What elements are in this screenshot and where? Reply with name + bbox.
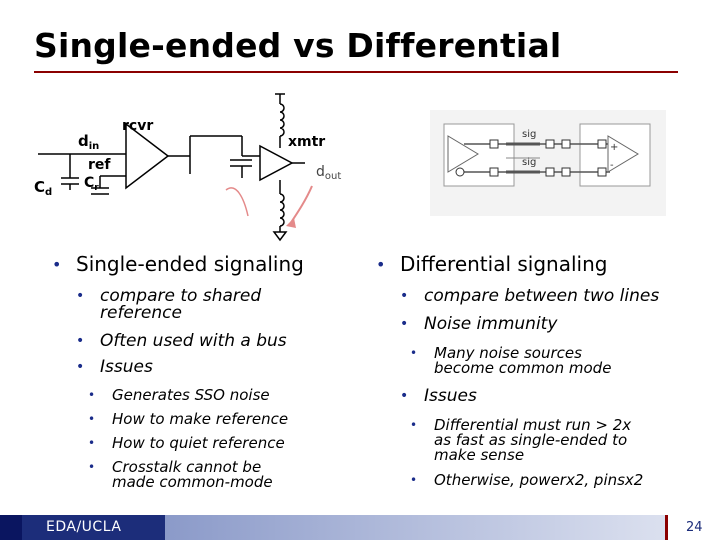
left-item-2: • Often used with a bus (76, 331, 287, 351)
cd-label: $C_d$ (34, 178, 53, 198)
bullet-icon: • (400, 388, 409, 404)
bullet-icon: • (52, 255, 62, 274)
bullet-icon: • (410, 346, 418, 360)
bullet-icon: • (76, 288, 85, 304)
page-number: 24 (686, 520, 703, 535)
noise-current-curve (226, 188, 248, 216)
left-issue-4: • Crosstalk cannot be made common-mode (88, 458, 273, 491)
left-issue-2: • How to make reference (88, 410, 289, 428)
ground-inductor (280, 194, 284, 226)
left-item-1: • compare to shared reference (76, 286, 262, 323)
bullet-icon: • (88, 436, 96, 450)
din-label: $d_{in}$ (78, 132, 100, 152)
right-item-1: • compare between two lines (400, 286, 660, 306)
right-heading: • Differential signaling (376, 252, 608, 276)
right-issue-1: • Differential must run > 2x as fast as single-ended to make sense (410, 416, 632, 464)
minus-label: - (610, 160, 614, 171)
noise-current-arrow (290, 186, 312, 224)
plus-label: + (610, 142, 619, 153)
left-item-3: • Issues (76, 357, 153, 377)
footer-accent (0, 515, 22, 540)
sig-top-label: sig (522, 129, 537, 140)
right-issues-heading: • Issues (400, 386, 477, 406)
single-ended-circuit-diagram (30, 90, 360, 250)
bullet-icon: • (400, 316, 409, 332)
slide-title: Single-ended vs Differential (34, 26, 562, 65)
bullet-icon: • (400, 288, 409, 304)
bullet-icon: • (410, 473, 418, 487)
left-heading: • Single-ended signaling (52, 252, 304, 276)
left-column (52, 252, 362, 490)
bullet-icon: • (76, 333, 85, 349)
ground-symbol (274, 232, 286, 240)
left-issue-1: • Generates SSO noise (88, 386, 270, 404)
bullet-icon: • (76, 359, 85, 375)
title-divider (34, 71, 678, 73)
differential-circuit-diagram (430, 110, 666, 216)
transmitter-amplifier (260, 146, 292, 180)
sig-bottom-label: sig (522, 157, 537, 168)
right-noise-sub: • Many noise sources become common mode (410, 344, 612, 377)
left-issue-3: • How to quiet reference (88, 434, 285, 452)
bullet-icon: • (88, 388, 96, 402)
xmtr-label: xmtr (288, 134, 326, 150)
supply-inductor (280, 104, 284, 136)
bullet-icon: • (88, 412, 96, 426)
dout-label: $d_{out}$ (316, 164, 342, 182)
rcvr-label: rcvr (122, 118, 154, 134)
bullet-icon: • (410, 418, 418, 432)
footer-label: EDA/UCLA (46, 519, 122, 535)
right-column (376, 252, 696, 488)
right-item-2: • Noise immunity (400, 314, 558, 334)
ref-label: ref (88, 157, 111, 173)
bullet-icon: • (376, 255, 386, 274)
cr-label: $C_r$ (84, 175, 99, 193)
right-issue-2: • Otherwise, powerx2, pinsx2 (410, 471, 644, 489)
bullet-icon: • (88, 460, 96, 474)
footer-gradient-bar (165, 515, 665, 540)
